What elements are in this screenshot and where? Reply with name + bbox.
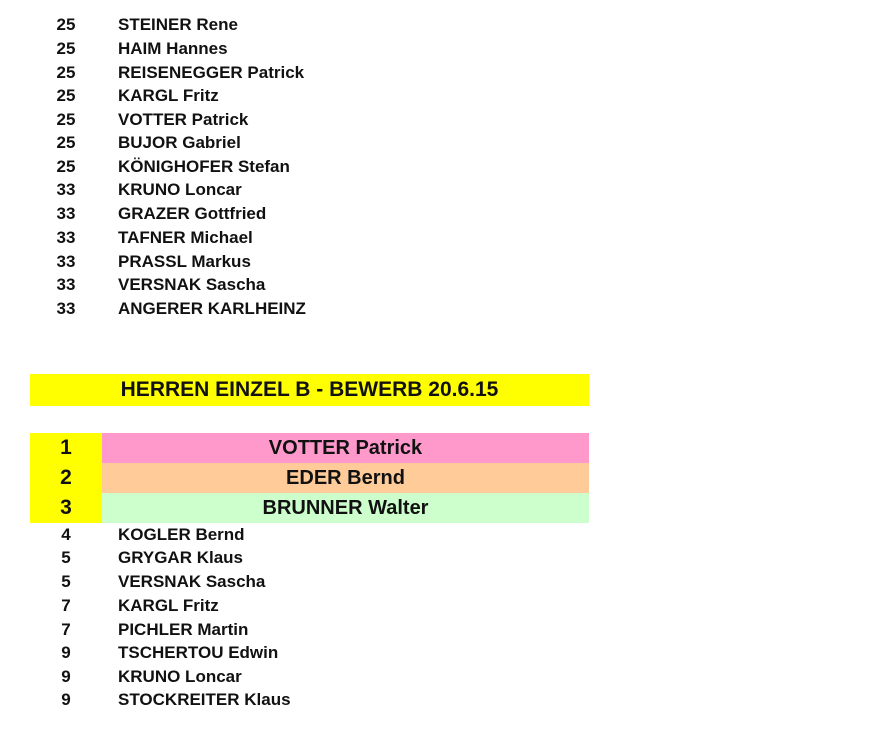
result-row bbox=[0, 570, 600, 594]
rank: 9 bbox=[61, 690, 71, 709]
result-row bbox=[0, 108, 600, 132]
rank: 33 bbox=[56, 228, 76, 247]
result-row bbox=[0, 13, 600, 37]
podium-rank-1: 1 bbox=[30, 433, 102, 463]
podium-rank-2: 2 bbox=[30, 463, 102, 493]
rank: 25 bbox=[56, 86, 76, 105]
podium-name-3: BRUNNER Walter bbox=[102, 493, 589, 523]
rank: 5 bbox=[61, 548, 71, 567]
player-name: STOCKREITER Klaus bbox=[118, 690, 291, 709]
result-row bbox=[0, 155, 600, 179]
rank: 25 bbox=[56, 63, 76, 82]
player-name: PICHLER Martin bbox=[118, 620, 249, 639]
player-name: VERSNAK Sascha bbox=[118, 275, 266, 294]
result-row bbox=[0, 250, 600, 274]
rank: 33 bbox=[56, 204, 76, 223]
player-name: KÖNIGHOFER Stefan bbox=[118, 157, 290, 176]
player-name: KOGLER Bernd bbox=[118, 525, 245, 544]
podium-name-2: EDER Bernd bbox=[102, 463, 589, 493]
player-name: BUJOR Gabriel bbox=[118, 133, 241, 152]
result-row bbox=[0, 297, 600, 321]
result-row bbox=[0, 61, 600, 85]
rank: 25 bbox=[56, 133, 76, 152]
rank: 33 bbox=[56, 252, 76, 271]
result-row bbox=[0, 546, 600, 570]
player-name: KRUNO Loncar bbox=[118, 667, 242, 686]
result-row bbox=[0, 618, 600, 642]
rank: 4 bbox=[61, 525, 71, 544]
player-name: STEINER Rene bbox=[118, 15, 238, 34]
player-name: PRASSL Markus bbox=[118, 252, 251, 271]
rank: 9 bbox=[61, 643, 71, 662]
section-title: HERREN EINZEL B - BEWERB 20.6.15 bbox=[30, 374, 589, 406]
player-name: KRUNO Loncar bbox=[118, 180, 242, 199]
rank: 25 bbox=[56, 39, 76, 58]
player-name: ANGERER KARLHEINZ bbox=[118, 299, 306, 318]
podium-name-1: VOTTER Patrick bbox=[102, 433, 589, 463]
rank: 33 bbox=[56, 299, 76, 318]
rank: 25 bbox=[56, 157, 76, 176]
player-name: TAFNER Michael bbox=[118, 228, 253, 247]
result-row bbox=[0, 523, 600, 547]
result-row bbox=[0, 84, 600, 108]
rank: 7 bbox=[61, 620, 71, 639]
player-name: TSCHERTOU Edwin bbox=[118, 643, 279, 662]
rank: 33 bbox=[56, 275, 76, 294]
result-row bbox=[0, 37, 600, 61]
result-row bbox=[0, 641, 600, 665]
player-name: GRAZER Gottfried bbox=[118, 204, 267, 223]
player-name: HAIM Hannes bbox=[118, 39, 228, 58]
result-row bbox=[0, 688, 600, 712]
player-name: VERSNAK Sascha bbox=[118, 572, 266, 591]
rank: 7 bbox=[61, 596, 71, 615]
rank: 33 bbox=[56, 180, 76, 199]
result-row bbox=[0, 226, 600, 250]
result-row bbox=[0, 273, 600, 297]
player-name: KARGL Fritz bbox=[118, 596, 219, 615]
player-name: GRYGAR Klaus bbox=[118, 548, 244, 567]
rank: 9 bbox=[61, 667, 71, 686]
result-row bbox=[0, 131, 600, 155]
podium-rank-3: 3 bbox=[30, 493, 102, 523]
result-row bbox=[0, 665, 600, 689]
rank: 25 bbox=[56, 110, 76, 129]
player-name: VOTTER Patrick bbox=[118, 110, 249, 129]
rank: 25 bbox=[56, 15, 76, 34]
result-row bbox=[0, 594, 600, 618]
player-name: KARGL Fritz bbox=[118, 86, 219, 105]
result-row bbox=[0, 202, 600, 226]
result-row bbox=[0, 178, 600, 202]
player-name: REISENEGGER Patrick bbox=[118, 63, 305, 82]
rank: 5 bbox=[61, 572, 71, 591]
